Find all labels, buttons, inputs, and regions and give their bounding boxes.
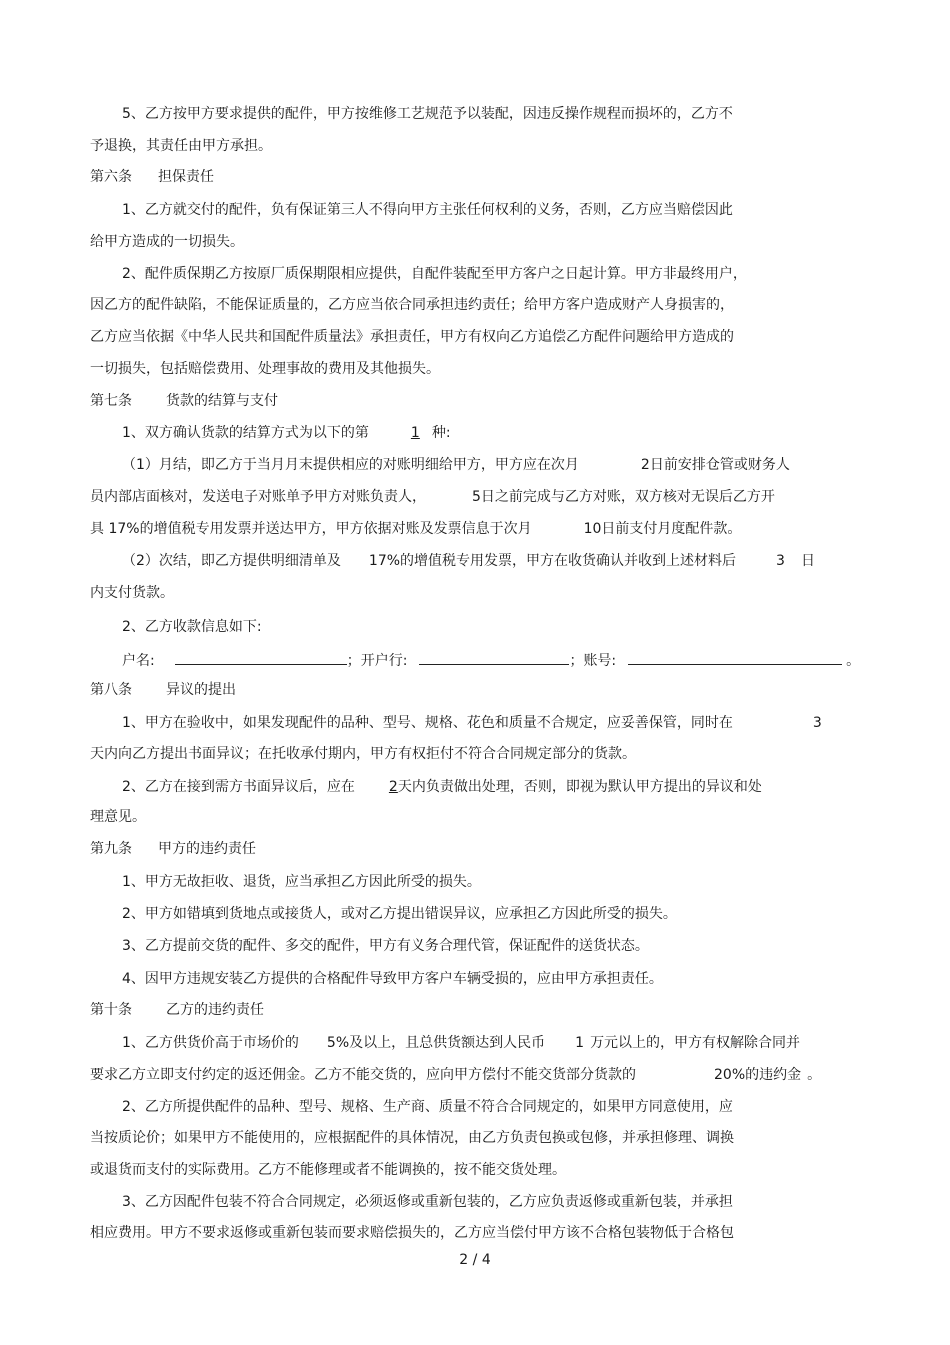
article-7-monthly-line-3 xyxy=(90,520,741,538)
settlement-method-value: 1 xyxy=(410,425,420,441)
article-title: 担保责任 xyxy=(158,169,214,185)
page-separator: / xyxy=(472,1252,478,1268)
article-6-clause-2-line-2: 因乙方的配件缺陷，不能保证质量的，乙方应当依合同承担违约责任；给甲方客户造成财产人身损害的， xyxy=(90,297,734,313)
article-6-clause-2-line-3: 乙方应当依据《中华人民共和国配件质量法》承担责任，甲方有权向乙方追偿乙方配件问题给甲方造成的 xyxy=(90,329,734,345)
article-7-heading xyxy=(90,392,278,410)
article-8-clause-2-line-1 xyxy=(122,778,762,796)
article-9-clause-1: 1、甲方无故拒收、退货，应当承担乙方因此所受的损失。 xyxy=(122,874,481,890)
clause-text: 及以上，且总供货额达到人民币 xyxy=(349,1035,546,1051)
per-order-day-value: 3 xyxy=(776,553,785,569)
payment-day-value: 10 xyxy=(583,521,602,537)
article-number: 第七条 xyxy=(90,393,132,409)
clause-text: 1、双方确认货款的结算方式为以下的第 xyxy=(122,425,369,441)
bank-label: 开户行: xyxy=(360,653,408,669)
clause-text: 1、乙方供货价高于市场价的 xyxy=(122,1035,299,1051)
clause-text: 1、甲方在验收中，如果发现配件的品种、型号、规格、花色和质量不合规定，应妥善保管，同时在 xyxy=(122,715,733,731)
article-7-clause-1 xyxy=(122,424,451,442)
article-10-clause-1-line-1 xyxy=(122,1034,800,1052)
article-10-clause-3-line-2: 相应费用。甲方不要求返修或重新包装而要求赔偿损失的，乙方应当偿付甲方该不合格包装物低于合格包 xyxy=(90,1225,734,1241)
clause-text: 日前支付月度配件款。 xyxy=(601,521,742,537)
article-8-clause-2-line-2: 理意见。 xyxy=(90,809,146,825)
clause-text: 万元以上的，甲方有权解除合同并 xyxy=(590,1035,801,1051)
article-8-clause-1-line-1 xyxy=(122,714,822,732)
clause-text: 种: xyxy=(431,425,451,441)
article-10-clause-2-line-3: 或退货而支付的实际费用。乙方不能修理或者不能调换的，按不能交货处理。 xyxy=(90,1162,566,1178)
clause-text: 日 xyxy=(800,553,815,569)
vat-rate: 17% xyxy=(108,521,140,537)
clause-text: （2）次结，即乙方提供明细清单及 xyxy=(122,553,341,569)
article-9-clause-3: 3、乙方提前交货的配件、多交的配件，甲方有义务合理代管，保证配件的送货状态。 xyxy=(122,938,649,954)
total-pages: 4 xyxy=(481,1252,491,1268)
separator: ； xyxy=(346,653,361,669)
reconcile-day-value: 5 xyxy=(472,489,481,505)
article-title: 货款的结算与支付 xyxy=(166,393,278,409)
monthly-day-value: 2 xyxy=(640,457,650,473)
price-threshold-value: 5% xyxy=(326,1035,350,1051)
article-title: 异议的提出 xyxy=(166,682,236,698)
clause-text: 2、乙方在接到需方书面异议后，应在 xyxy=(122,779,355,795)
response-days-value: 2 xyxy=(388,779,398,795)
period: 。 xyxy=(846,653,861,669)
article-6-heading xyxy=(90,168,214,186)
article-10-clause-2-line-1: 2、乙方所提供配件的品种、型号、规格、生产商、质量不符合合同规定的，如果甲方同意使用，应 xyxy=(122,1099,733,1115)
article-6-clause-2-line-1: 2、配件质保期乙方按原厂质保期限相应提供，自配件装配至甲方客户之日起计算。甲方非最终用户， xyxy=(122,266,747,282)
page-number-footer xyxy=(0,1252,950,1268)
objection-days-value: 3 xyxy=(812,715,822,731)
article-7-monthly-line-2 xyxy=(90,488,775,506)
current-page: 2 xyxy=(459,1252,469,1268)
article-number: 第九条 xyxy=(90,841,132,857)
article-number: 第六条 xyxy=(90,169,132,185)
article-10-clause-1-line-2 xyxy=(90,1066,821,1084)
article-7-monthly-line-1 xyxy=(122,456,790,474)
article-7-clause-2: 2、乙方收款信息如下: xyxy=(122,619,262,635)
clause-5-line-2: 予退换，其责任由甲方承担。 xyxy=(90,138,272,154)
article-9-clause-4: 4、因甲方违规安装乙方提供的合格配件导致甲方客户车辆受损的，应由甲方承担责任。 xyxy=(122,971,663,987)
payee-info-row xyxy=(122,649,860,670)
clause-text: 的增值税专用发票，甲方在收货确认并收到上述材料后 xyxy=(400,553,737,569)
clause-5-line-1: 5、乙方按甲方要求提供的配件，甲方按维修工艺规范予以装配，因违反操作规程而损坏的，乙方不 xyxy=(122,106,733,122)
clause-text: 的增值税专用发票并送达甲方，甲方依据对账及发票信息于次月 xyxy=(139,521,532,537)
article-7-per-order-line-1 xyxy=(122,552,815,570)
period: 。 xyxy=(807,1067,822,1083)
article-6-clause-2-line-4: 一切损失，包括赔偿费用、处理事故的费用及其他损失。 xyxy=(90,361,440,377)
bank-field[interactable] xyxy=(419,649,569,665)
account-name-field[interactable] xyxy=(175,649,347,665)
article-9-clause-2: 2、甲方如错填到货地点或接货人，或对乙方提出错误异议，应承担乙方因此所受的损失。 xyxy=(122,906,677,922)
account-number-label: 账号: xyxy=(583,653,617,669)
article-9-heading xyxy=(90,840,256,858)
vat-rate: 17% xyxy=(368,553,401,569)
article-number: 第八条 xyxy=(90,682,132,698)
clause-text: 员内部店面核对，发送电子对账单予甲方对账负责人， xyxy=(90,489,426,505)
separator: ； xyxy=(569,653,584,669)
article-title: 乙方的违约责任 xyxy=(166,1002,264,1018)
penalty-rate-value: 20% xyxy=(714,1067,746,1083)
article-number: 第十条 xyxy=(90,1002,132,1018)
article-6-clause-1-line-1: 1、乙方就交付的配件，负有保证第三人不得向甲方主张任何权利的义务，否则，乙方应当赔偿因此 xyxy=(122,202,733,218)
clause-text: 要求乙方立即支付约定的返还佣金。乙方不能交货的，应向甲方偿付不能交货部分货款的 xyxy=(90,1067,636,1083)
article-7-per-order-line-2: 内支付货款。 xyxy=(90,585,174,601)
article-8-heading xyxy=(90,681,236,699)
article-6-clause-1-line-2: 给甲方造成的一切损失。 xyxy=(90,234,244,250)
clause-text: 天内负责做出处理，否则，即视为默认甲方提出的异议和处 xyxy=(397,779,762,795)
account-name-label: 户名: xyxy=(122,653,155,669)
clause-text: 的违约金 xyxy=(745,1067,802,1083)
article-10-clause-2-line-2: 当按质论价；如果甲方不能使用的，应根据配件的具体情况，由乙方负责包换或包修，并承担修理、调换 xyxy=(90,1130,734,1146)
account-number-field[interactable] xyxy=(628,649,842,665)
article-title: 甲方的违约责任 xyxy=(158,841,256,857)
clause-text: 日前安排仓管或财务人 xyxy=(649,457,790,473)
clause-text: （1）月结，即乙方于当月月末提供相应的对账明细给甲方，甲方应在次月 xyxy=(122,457,579,473)
article-10-clause-3-line-1: 3、乙方因配件包装不符合合同规定，必须返修或重新包装的，乙方应负责返修或重新包装，并承担 xyxy=(122,1194,733,1210)
amount-threshold-value: 1 xyxy=(575,1035,585,1051)
clause-text: 具 xyxy=(90,521,104,537)
article-8-clause-1-line-2: 天内向乙方提出书面异议；在托收承付期内，甲方有权拒付不符合合同规定部分的货款。 xyxy=(90,746,636,762)
clause-text: 日之前完成与乙方对账，双方核对无误后乙方开 xyxy=(480,489,775,505)
article-10-heading xyxy=(90,1001,264,1019)
